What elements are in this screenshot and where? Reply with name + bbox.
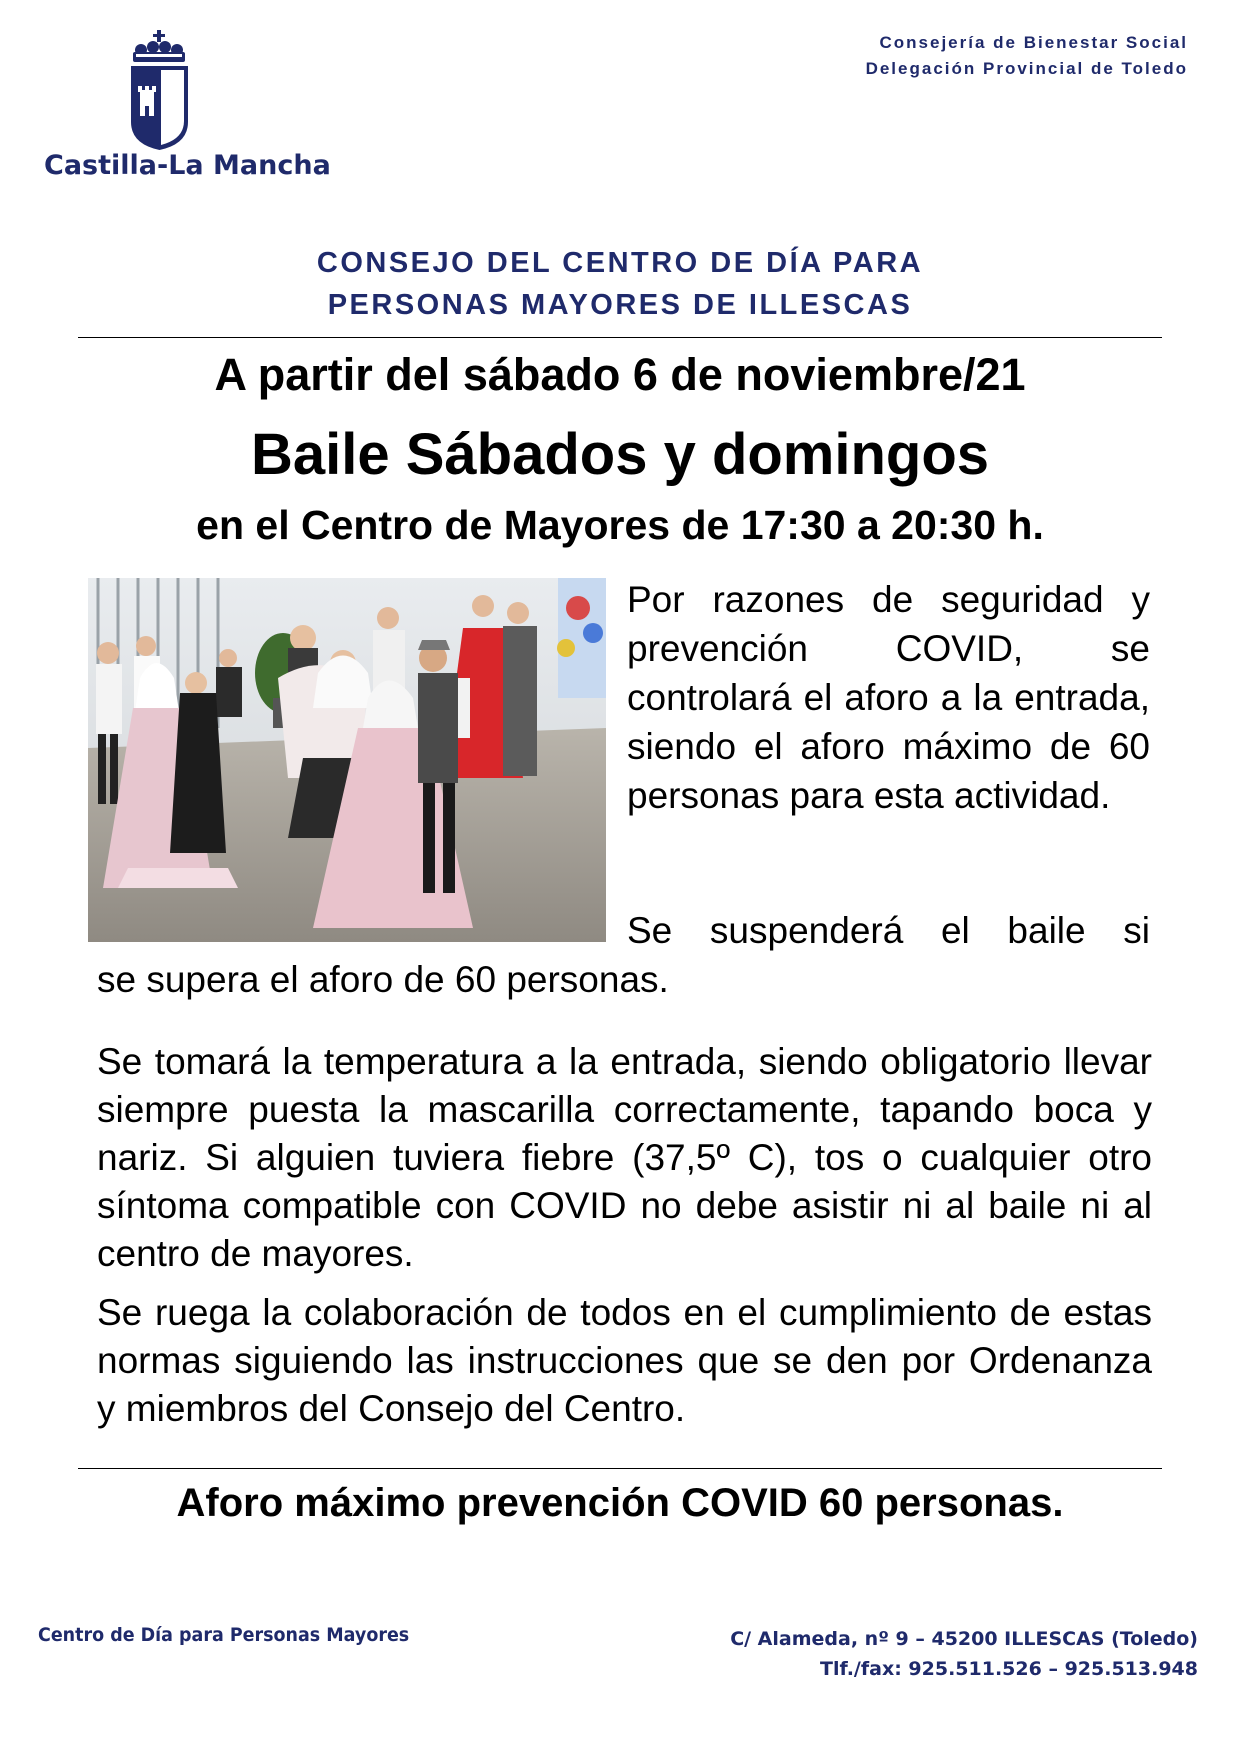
suspension-paragraph-end: se supera el aforo de 60 personas. — [97, 959, 669, 1000]
org-header — [866, 30, 1188, 82]
health-paragraph: Se tomará la temperatura a la entrada, siendo obligatorio llevar siempre puesta la mascarilla correctamente, tapando boca y nariz. Si alguien tuviera fiebre (37,5º C), tos o cualquier otro síntoma compatible con COVID no debe asistir ni al baile ni al centro de mayores. — [97, 1041, 1152, 1274]
footer-center-name: Centro de Día para Personas Mayores — [38, 1624, 410, 1646]
council-line-1: CONSEJO DEL CENTRO DE DÍA PARA — [316, 247, 924, 279]
top-divider — [78, 337, 1162, 338]
event-title: Baile Sábados y domingos — [250, 422, 990, 487]
security-paragraph: Por razones de seguridad y prevención COVID, se controlará el aforo a la entrada, siendo el aforo máximo de 60 personas para esta actividad. — [627, 579, 1150, 816]
footer-phone: Tlf./fax: 925.511.526 – 925.513.948 — [820, 1658, 1198, 1680]
dance-photo — [88, 578, 606, 942]
council-title — [0, 242, 1240, 326]
coat-of-arms-icon — [40, 28, 290, 153]
logo-text: Castilla-La Mancha — [44, 150, 331, 181]
date-headline: A partir del sábado 6 de noviembre/21 — [214, 349, 1026, 400]
suspension-paragraph-start: Se suspenderá el baile si — [627, 910, 1150, 951]
org-line-2: Delegación Provincial de Toledo — [865, 59, 1188, 78]
footer-address: C/ Alameda, nº 9 – 45200 ILLESCAS (Toledo) — [730, 1628, 1198, 1650]
closing-statement: Aforo máximo prevención COVID 60 personas. — [176, 1481, 1064, 1525]
org-line-1: Consejería de Bienestar Social — [879, 33, 1188, 52]
bottom-divider — [78, 1468, 1162, 1469]
footer-contact — [730, 1624, 1198, 1684]
event-time: en el Centro de Mayores de 17:30 a 20:30 h. — [196, 502, 1044, 548]
council-line-2: PERSONAS MAYORES DE ILLESCAS — [327, 289, 913, 321]
collaboration-paragraph: Se ruega la colaboración de todos en el cumplimiento de estas normas siguiendo las instrucciones que se den por Ordenanza y miembros del Consejo del Centro. — [97, 1292, 1152, 1429]
